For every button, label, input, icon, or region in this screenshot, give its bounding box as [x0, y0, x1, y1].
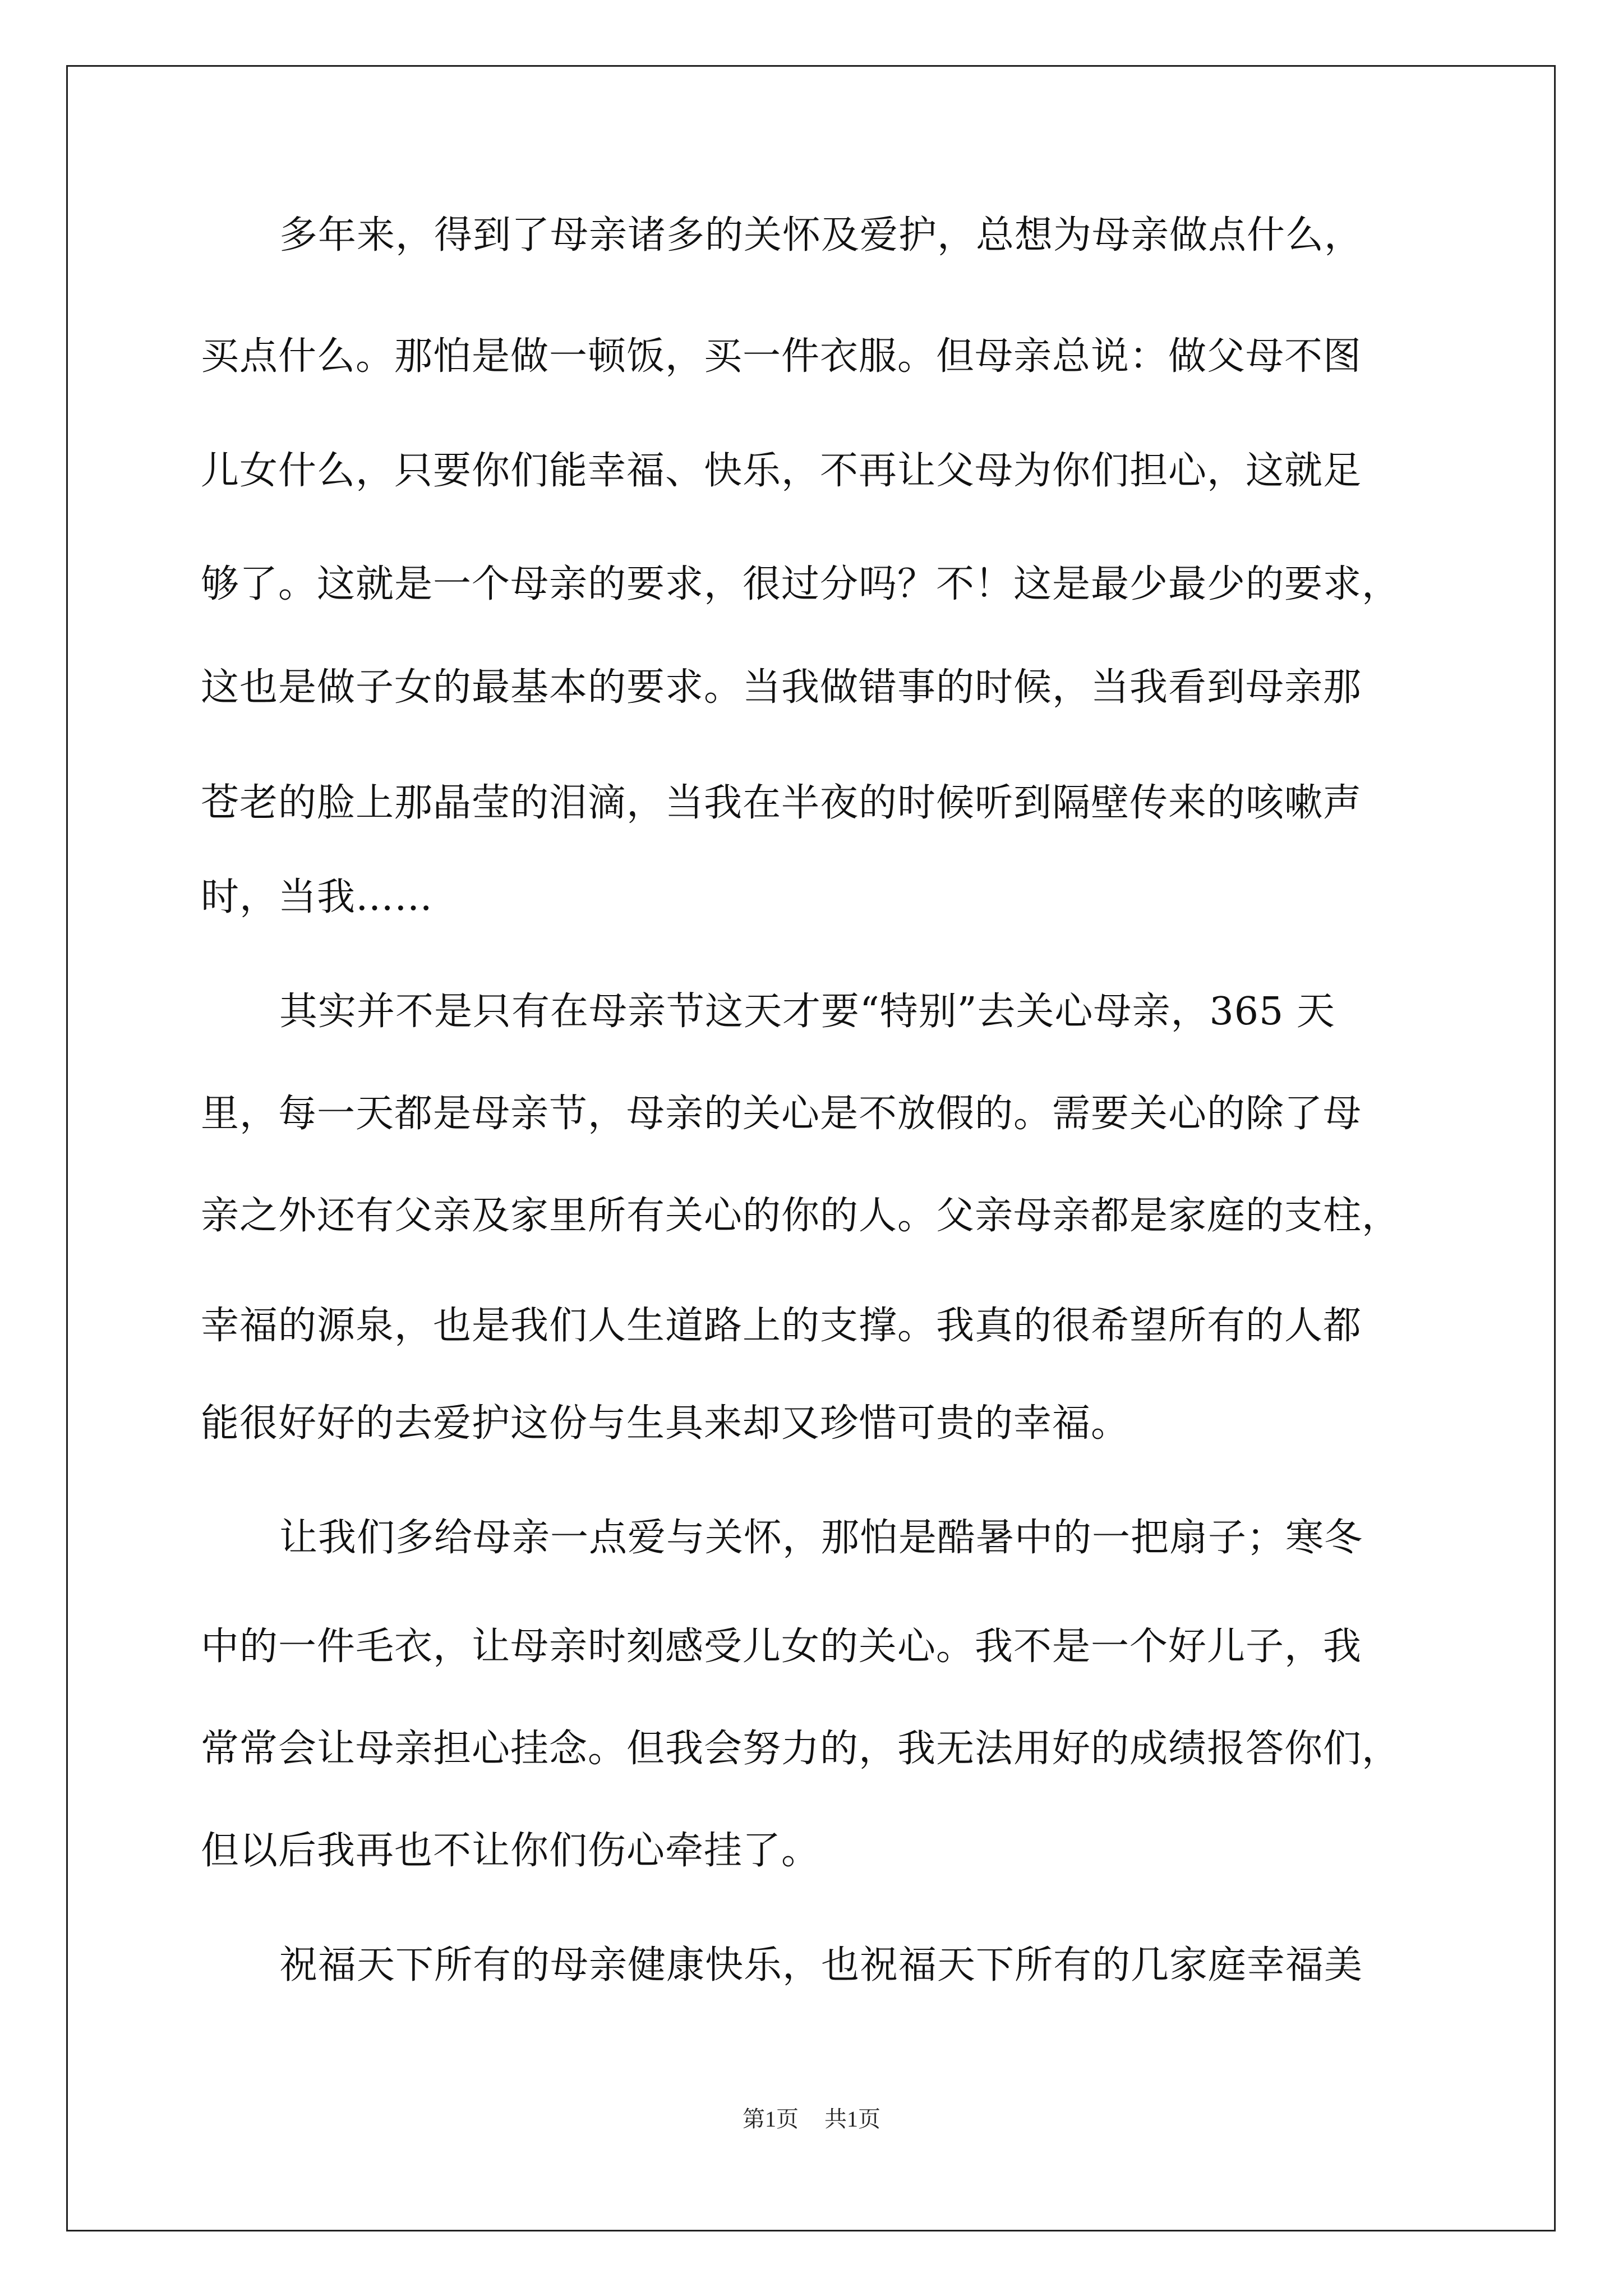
- paragraph-4-line-1: 祝福天下所有的母亲健康快乐，也祝福天下所有的几家庭幸福美: [279, 1943, 1363, 1987]
- paragraph-1-line-5: 这也是做子女的最基本的要求。当我做错事的时候，当我看到母亲那: [201, 665, 1362, 710]
- paragraph-2-line-1: 其实并不是只有在母亲节这天才要“特别”去关心母亲，365 天: [279, 990, 1335, 1034]
- paragraph-1-line-7: 时，当我……: [201, 875, 434, 919]
- paragraph-2-line-5: 能很好好的去爱护这份与生具来却又珍惜可贵的幸福。: [201, 1401, 1130, 1446]
- page-total: 共1页: [824, 2106, 880, 2132]
- paragraph-1-line-1: 多年来，得到了母亲诸多的关怀及爱护，总想为母亲做点什么，: [279, 213, 1363, 257]
- page-number: 第1页: [743, 2106, 799, 2132]
- paragraph-2-line-4: 幸福的源泉，也是我们人生道路上的支撑。我真的很希望所有的人都: [201, 1304, 1362, 1348]
- paragraph-2-line-3: 亲之外还有父亲及家里所有关心的你的人。父亲母亲都是家庭的支柱，: [201, 1194, 1401, 1238]
- page-border: [66, 65, 1556, 2231]
- paragraph-3-line-3: 常常会让母亲担心挂念。但我会努力的，我无法用好的成绩报答你们，: [201, 1727, 1401, 1771]
- paragraph-3-line-1: 让我们多给母亲一点爱与关怀，那怕是酷暑中的一把扇子；寒冬: [279, 1516, 1363, 1560]
- paragraph-1-line-6: 苍老的脸上那晶莹的泪滴，当我在半夜的时候听到隔壁传来的咳嗽声: [201, 781, 1362, 825]
- page-footer: [0, 2108, 1623, 2131]
- paragraph-1-line-2: 买点什么。那怕是做一顿饭，买一件衣服。但母亲总说：做父母不图: [201, 334, 1362, 379]
- paragraph-3-line-4: 但以后我再也不让你们伤心牵挂了。: [201, 1829, 820, 1873]
- paragraph-2-line-2: 里，每一天都是母亲节，母亲的关心是不放假的。需要关心的除了母: [201, 1092, 1362, 1136]
- paragraph-1-line-3: 儿女什么，只要你们能幸福、快乐，不再让父母为你们担心，这就足: [201, 449, 1362, 493]
- paragraph-1-line-4: 够了。这就是一个母亲的要求，很过分吗？不！这是最少最少的要求，: [201, 562, 1401, 606]
- paragraph-3-line-2: 中的一件毛衣，让母亲时刻感受儿女的关心。我不是一个好儿子，我: [201, 1625, 1362, 1669]
